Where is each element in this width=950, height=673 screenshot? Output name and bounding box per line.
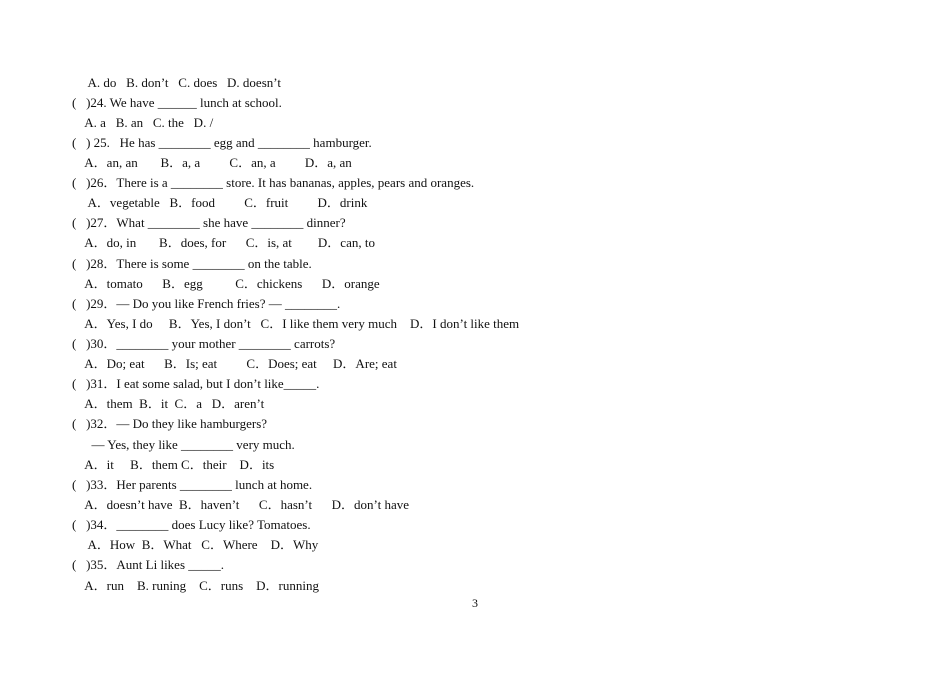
options-line-34: A．How B．What C．Where D．Why <box>72 537 319 552</box>
question-35: ( )35．Aunt Li likes _____. <box>72 557 225 572</box>
question-33: ( )33．Her parents ________ lunch at home. <box>72 477 313 492</box>
options-line-25: A．an, an B．a, a C．an, a D．a, an <box>72 155 352 170</box>
options-line-35: A．run B. runing C．runs D．running <box>72 578 320 593</box>
question-32: ( )32．— Do they like hamburgers? <box>72 416 268 431</box>
question-34: ( )34．________ does Lucy like? Tomatoes. <box>72 517 311 532</box>
options-line-24: A. a B. an C. the D. / <box>72 115 214 130</box>
options-line-32: A．it B．them C．their D．its <box>72 457 275 472</box>
page-number: 3 <box>472 596 478 610</box>
question-25: ( ) 25. He has ________ egg and ________ hamburger. <box>72 135 372 150</box>
options-line-31: A．them B．it C．a D．aren’t <box>72 396 265 411</box>
options-line-23: A. do B. don’t C. does D. doesn’t <box>72 75 281 90</box>
question-32-reply: — Yes, they like ________ very much. <box>72 437 295 452</box>
question-28: ( )28．There is some ________ on the table. <box>72 256 312 271</box>
options-line-29: A．Yes, I do B．Yes, I don’t C．I like them very much D．I don’t like them <box>72 316 520 331</box>
question-26: ( )26．There is a ________ store. It has bananas, apples, pears and oranges. <box>72 175 475 190</box>
question-31: ( )31．I eat some salad, but I don’t like_____. <box>72 376 320 391</box>
question-24: ( )24. We have ______ lunch at school. <box>72 95 282 110</box>
options-line-26: A．vegetable B．food C．fruit D．drink <box>72 195 368 210</box>
question-29: ( )29．— Do you like French fries? — ________. <box>72 296 341 311</box>
options-line-30: A．Do; eat B．Is; eat C．Does; eat D．Are; eat <box>72 356 397 371</box>
options-line-33: A．doesn’t have B．haven’t C．hasn’t D．don’t have <box>72 497 410 512</box>
options-line-28: A．tomato B．egg C．chickens D．orange <box>72 276 380 291</box>
question-27: ( )27．What ________ she have ________ dinner? <box>72 215 346 230</box>
options-line-27: A．do, in B．does, for C．is, at D．can, to <box>72 235 375 250</box>
question-30: ( )30．________ your mother ________ carrots? <box>72 336 336 351</box>
